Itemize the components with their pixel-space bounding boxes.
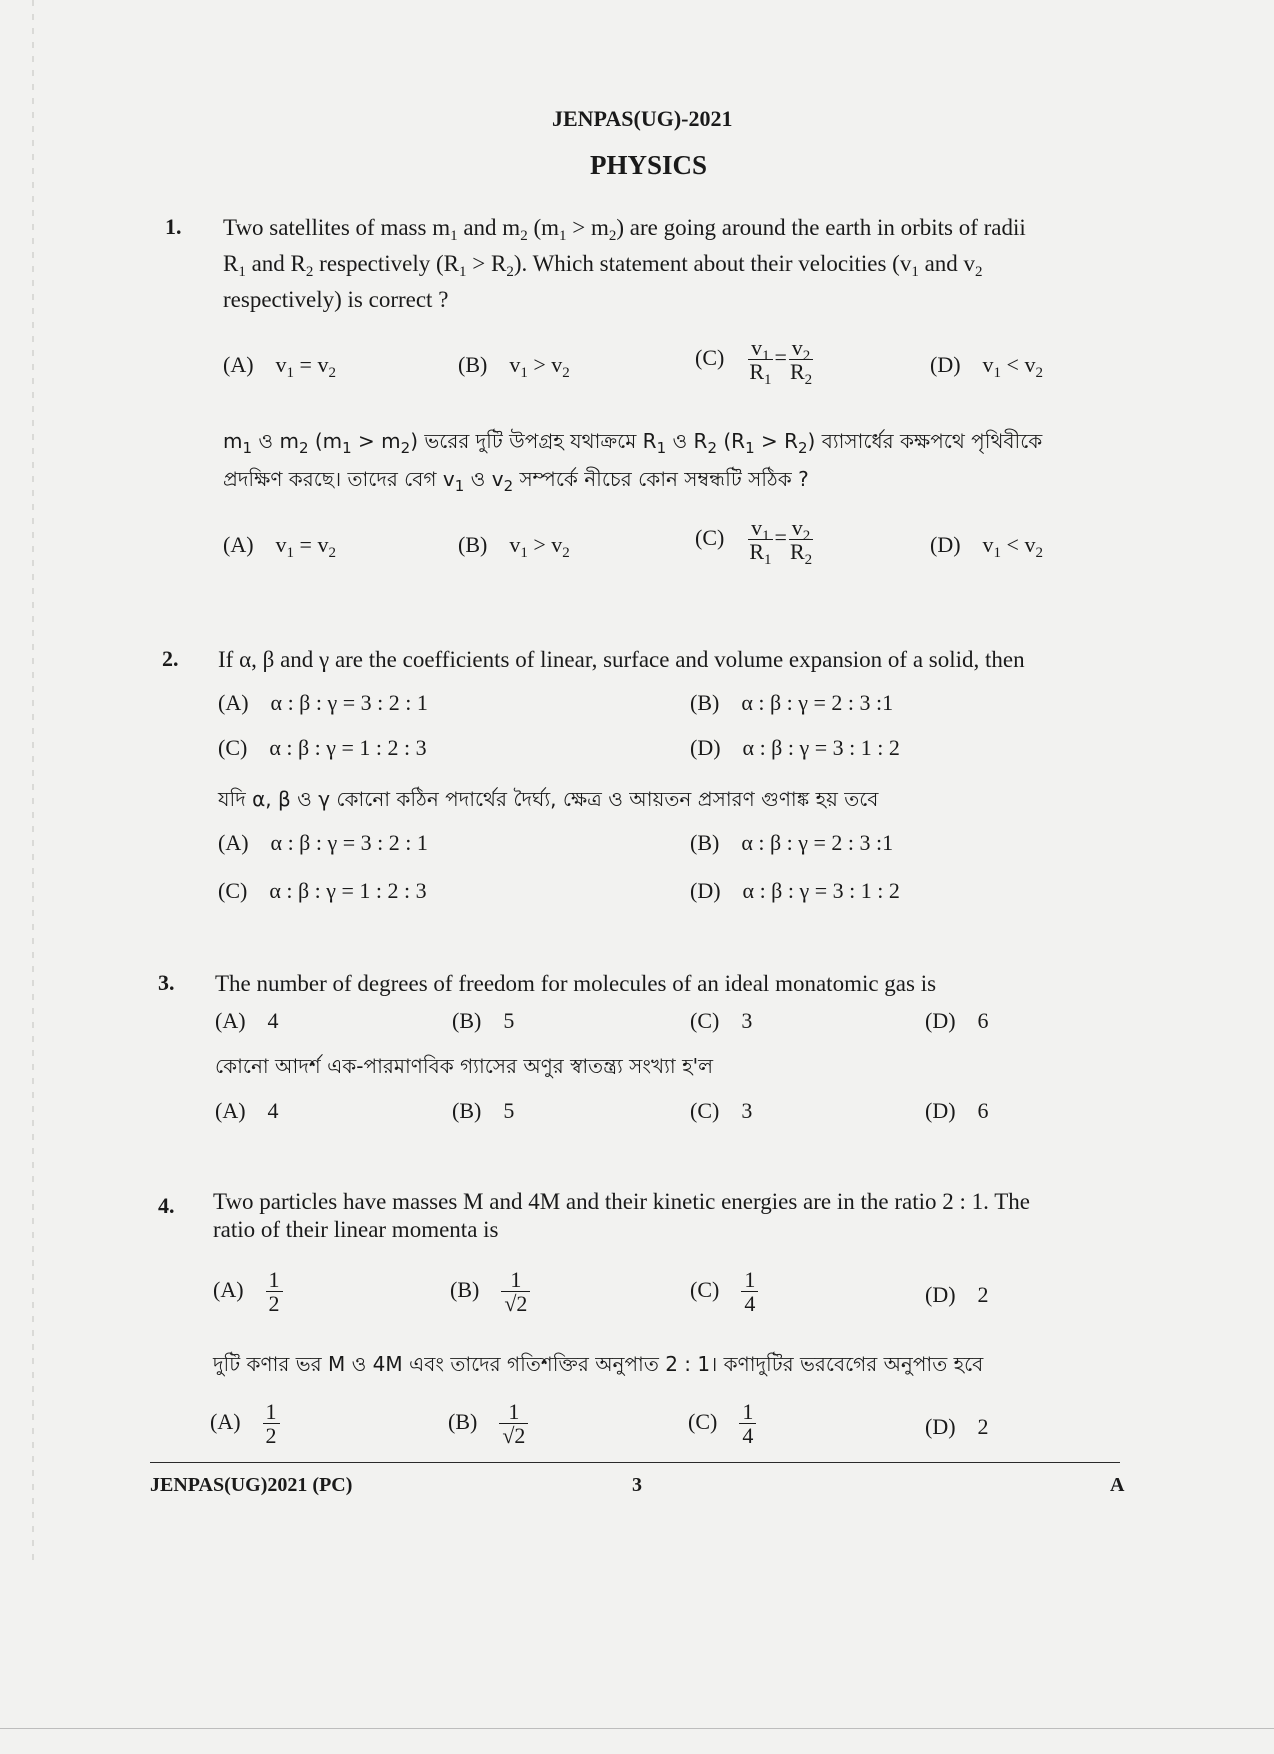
q1-bn-option-b[interactable]: (B) $v_1 > v_2$	[458, 532, 570, 561]
set-letter: A	[1110, 1474, 1125, 1496]
footer-rule	[150, 1462, 1120, 1463]
q4-option-b[interactable]: (B) $\frac{1}{√2}$	[450, 1268, 530, 1315]
page-bottom-rule	[0, 1728, 1274, 1729]
footer-code: JENPAS(UG)2021 (PC)	[150, 1474, 353, 1496]
exam-header: JENPAS(UG)-2021	[552, 106, 733, 131]
subject-title: PHYSICS	[590, 150, 708, 180]
q4-option-d[interactable]: (D) 2	[925, 1282, 989, 1307]
question-3-text-bn: কোনো আদর্শ এক-পারমাণবিক গ্যাসের অণুর স্বাতন্ত্র্য সংখ্যা হ'ল	[215, 1054, 713, 1078]
question-3-text-en: The number of degrees of freedom for molecules of an ideal monatomic gas is	[215, 971, 937, 996]
q1-option-b[interactable]: (B) $v_1 > v_2$	[458, 352, 570, 381]
question-1-text-en: Two satellites of mass $m_1$ and $m_2$ $(m_1 > m_2)$ are going around the earth in orbits of radii $R_1$ and $R_2$ respectively $(R_1 > R_2)$. Which statement about their velocities ($v_1$ and $v_2$ respectively) is correct ?	[223, 215, 1026, 312]
q2-bn-option-d[interactable]: (D) α : β : γ = 3 : 1 : 2	[690, 878, 900, 903]
q4-bn-option-b[interactable]: (B) $\frac{1}{√2}$	[448, 1400, 528, 1447]
question-4-text-bn: দুটি কণার ভর M ও 4M এবং তাদের গতিশক্তির অনুপাত 2 : 1। কণাদুটির ভরবেগের অনুপাত হবে	[213, 1352, 984, 1376]
q2-option-a[interactable]: (A) α : β : γ = 3 : 2 : 1	[218, 690, 428, 715]
q3-option-c[interactable]: (C) 3	[690, 1008, 753, 1033]
q2-option-c[interactable]: (C) α : β : γ = 1 : 2 : 3	[218, 735, 427, 760]
q1-option-a[interactable]: (A) $v_1 = v_2$	[223, 352, 336, 381]
q1-bn-option-d[interactable]: (D) $v_1 < v_2$	[930, 532, 1043, 561]
q1-option-d[interactable]: (D) $v_1 < v_2$	[930, 352, 1043, 381]
question-4-number: 4.	[158, 1193, 175, 1218]
question-3-number: 3.	[158, 970, 175, 995]
q4-bn-option-d[interactable]: (D) 2	[925, 1414, 989, 1439]
q4-option-a[interactable]: (A) $\frac{1}{2}$	[213, 1268, 283, 1315]
q4-bn-option-c[interactable]: (C) $\frac{1}{4}$	[688, 1400, 756, 1447]
q2-bn-option-a[interactable]: (A) α : β : γ = 3 : 2 : 1	[218, 830, 428, 855]
q3-bn-option-b[interactable]: (B) 5	[452, 1098, 515, 1123]
q3-bn-option-c[interactable]: (C) 3	[690, 1098, 753, 1123]
q1-bn-option-c[interactable]: (C) $\frac{v_1}{R_1}$ = $\frac{v_2}{R_2}$	[695, 515, 813, 569]
question-2-text-bn: যদি α, β ও γ কোনো কঠিন পদার্থের দৈর্ঘ্য, ক্ষেত্র ও আয়তন প্রসারণ গুণাঙ্ক হয় তবে	[218, 787, 879, 811]
q2-bn-option-b[interactable]: (B) α : β : γ = 2 : 3 :1	[690, 830, 894, 855]
q3-option-d[interactable]: (D) 6	[925, 1008, 989, 1033]
q3-option-a[interactable]: (A) 4	[215, 1008, 279, 1033]
scan-edge-shadow	[32, 0, 34, 1560]
q3-option-b[interactable]: (B) 5	[452, 1008, 515, 1033]
q1-bn-option-a[interactable]: (A) $v_1 = v_2$	[223, 532, 336, 561]
q3-bn-option-a[interactable]: (A) 4	[215, 1098, 279, 1123]
question-2-number: 2.	[162, 646, 179, 671]
q2-option-b[interactable]: (B) α : β : γ = 2 : 3 :1	[690, 690, 894, 715]
question-1-text-bn: $m_1$ ও $m_2$ $(m_1 > m_2)$ ভরের দুটি উপগ্রহ যথাক্রমে $R_1$ ও $R_2$ $(R_1 > R_2)$ ব্যাসার্ধের কক্ষপথে পৃথিবীকে প্রদক্ষিণ করছে। তাদের বেগ $v_1$ ও $v_2$ সম্পর্কে নীচের কোন সম্বন্ধটি সঠিক ?	[223, 429, 1043, 495]
q4-option-c[interactable]: (C) $\frac{1}{4}$	[690, 1268, 758, 1315]
question-1-number: 1.	[165, 214, 182, 239]
question-4-text-en: Two particles have masses M and 4M and their kinetic energies are in the ratio 2 : 1. The ratio of their linear momenta is	[213, 1189, 1030, 1242]
q1-option-c[interactable]: (C) $\frac{v_1}{R_1}$ = $\frac{v_2}{R_2}$	[695, 335, 813, 389]
q4-bn-option-a[interactable]: (A) $\frac{1}{2}$	[210, 1400, 280, 1447]
q2-bn-option-c[interactable]: (C) α : β : γ = 1 : 2 : 3	[218, 878, 427, 903]
question-2-text-en: If α, β and γ are the coefficients of linear, surface and volume expansion of a solid, then	[218, 647, 1025, 672]
q3-bn-option-d[interactable]: (D) 6	[925, 1098, 989, 1123]
q2-option-d[interactable]: (D) α : β : γ = 3 : 1 : 2	[690, 735, 900, 760]
page-number: 3	[632, 1474, 642, 1496]
